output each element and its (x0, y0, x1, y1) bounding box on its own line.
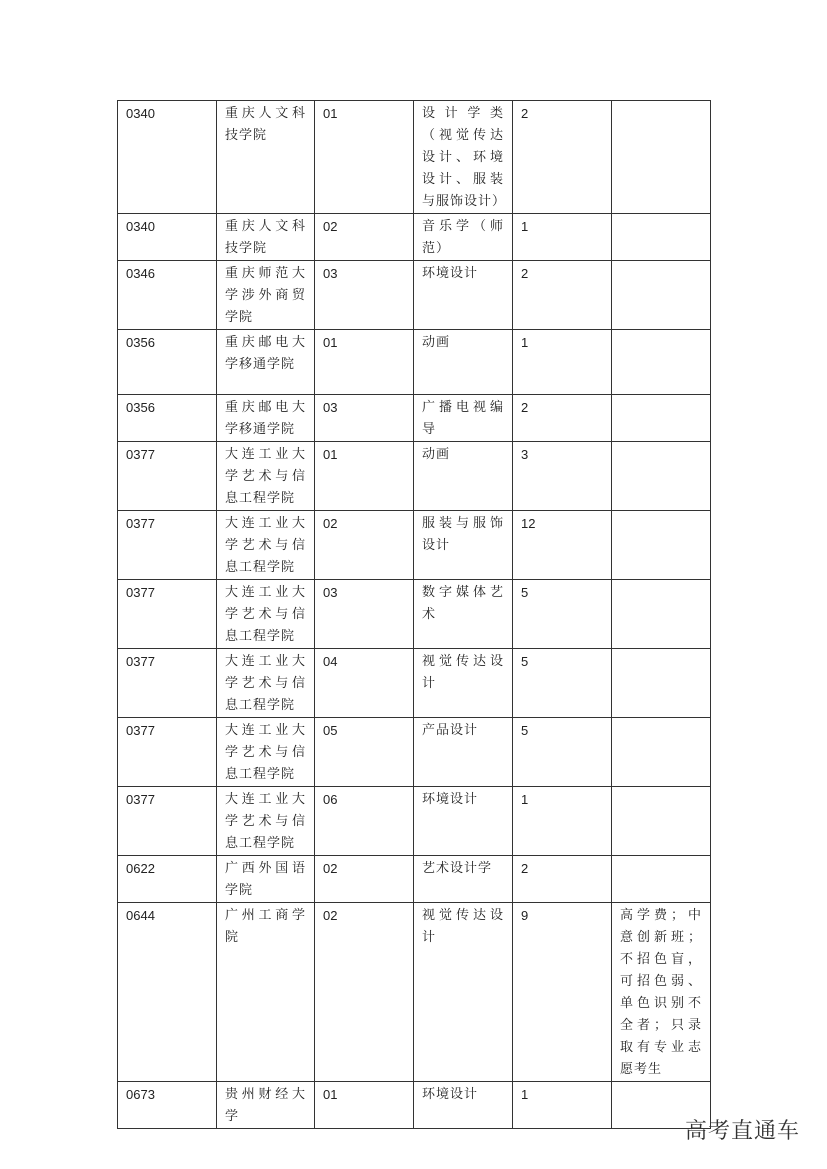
cell-note (612, 101, 711, 214)
cell-school-name: 大连工业大学艺术与信息工程学院 (217, 649, 315, 718)
cell-school-name: 大连工业大学艺术与信息工程学院 (217, 787, 315, 856)
cell-note (612, 442, 711, 511)
cell-school-name: 重庆邮电大学移通学院 (217, 330, 315, 395)
cell-school-code: 0340 (118, 214, 217, 261)
cell-school-code: 0377 (118, 718, 217, 787)
cell-major: 视觉传达设计 (414, 649, 513, 718)
cell-plan-count: 3 (513, 442, 612, 511)
cell-plan-count: 1 (513, 787, 612, 856)
cell-plan-count: 1 (513, 214, 612, 261)
cell-major: 服装与服饰设计 (414, 511, 513, 580)
cell-major: 数字媒体艺术 (414, 580, 513, 649)
cell-note (612, 787, 711, 856)
cell-major: 艺术设计学 (414, 856, 513, 903)
cell-major: 环境设计 (414, 1082, 513, 1129)
cell-note (612, 261, 711, 330)
cell-plan-count: 2 (513, 856, 612, 903)
watermark-text: 高考直通车 (684, 1119, 800, 1144)
admission-table-body (118, 101, 711, 1129)
cell-school-name: 重庆人文科技学院 (217, 101, 315, 214)
cell-school-name: 贵州财经大学 (217, 1082, 315, 1129)
table-row (118, 511, 711, 580)
cell-major: 环境设计 (414, 261, 513, 330)
cell-note (612, 856, 711, 903)
cell-note (612, 395, 711, 442)
table-row (118, 330, 711, 395)
table-row (118, 101, 711, 214)
cell-school-name: 大连工业大学艺术与信息工程学院 (217, 511, 315, 580)
cell-group-code: 05 (315, 718, 414, 787)
cell-plan-count: 2 (513, 395, 612, 442)
cell-note (612, 649, 711, 718)
cell-major: 设计学类（视觉传达设计、环境设计、服装与服饰设计） (414, 101, 513, 214)
cell-school-name: 大连工业大学艺术与信息工程学院 (217, 718, 315, 787)
cell-major: 动画 (414, 330, 513, 395)
cell-plan-count: 1 (513, 1082, 612, 1129)
admission-table (117, 100, 711, 1129)
cell-plan-count: 5 (513, 580, 612, 649)
cell-major: 广播电视编导 (414, 395, 513, 442)
cell-note (612, 214, 711, 261)
table-row (118, 1082, 711, 1129)
cell-plan-count: 5 (513, 718, 612, 787)
cell-major: 动画 (414, 442, 513, 511)
cell-school-code: 0356 (118, 330, 217, 395)
cell-group-code: 02 (315, 856, 414, 903)
cell-school-code: 0377 (118, 649, 217, 718)
cell-school-code: 0356 (118, 395, 217, 442)
cell-school-code: 0377 (118, 442, 217, 511)
cell-plan-count: 1 (513, 330, 612, 395)
cell-group-code: 04 (315, 649, 414, 718)
table-row (118, 787, 711, 856)
cell-school-code: 0377 (118, 580, 217, 649)
cell-group-code: 01 (315, 1082, 414, 1129)
cell-group-code: 03 (315, 261, 414, 330)
cell-school-code: 0622 (118, 856, 217, 903)
cell-school-code: 0644 (118, 903, 217, 1082)
table-row (118, 718, 711, 787)
cell-school-name: 重庆人文科技学院 (217, 214, 315, 261)
cell-note (612, 718, 711, 787)
table-row (118, 261, 711, 330)
cell-school-name: 大连工业大学艺术与信息工程学院 (217, 442, 315, 511)
cell-plan-count: 2 (513, 101, 612, 214)
cell-major: 环境设计 (414, 787, 513, 856)
cell-school-name: 重庆邮电大学移通学院 (217, 395, 315, 442)
cell-plan-count: 12 (513, 511, 612, 580)
cell-school-name: 广州工商学院 (217, 903, 315, 1082)
table-row (118, 442, 711, 511)
cell-group-code: 03 (315, 580, 414, 649)
cell-school-name: 重庆师范大学涉外商贸学院 (217, 261, 315, 330)
cell-group-code: 03 (315, 395, 414, 442)
table-row (118, 903, 711, 1082)
cell-plan-count: 9 (513, 903, 612, 1082)
cell-major: 音乐学（师范） (414, 214, 513, 261)
table-row (118, 395, 711, 442)
cell-school-code: 0346 (118, 261, 217, 330)
cell-school-code: 0377 (118, 787, 217, 856)
cell-note (612, 580, 711, 649)
cell-group-code: 01 (315, 442, 414, 511)
table-row (118, 580, 711, 649)
cell-note: 高学费；中意创新班；不招色盲，可招色弱、单色识别不全者；只录取有专业志愿考生 (612, 903, 711, 1082)
cell-note (612, 330, 711, 395)
cell-note (612, 511, 711, 580)
cell-plan-count: 5 (513, 649, 612, 718)
cell-major: 视觉传达设计 (414, 903, 513, 1082)
table-row (118, 856, 711, 903)
cell-major: 产品设计 (414, 718, 513, 787)
cell-school-code: 0377 (118, 511, 217, 580)
table-row (118, 649, 711, 718)
cell-group-code: 02 (315, 214, 414, 261)
cell-school-name: 广西外国语学院 (217, 856, 315, 903)
cell-plan-count: 2 (513, 261, 612, 330)
table-row (118, 214, 711, 261)
cell-school-name: 大连工业大学艺术与信息工程学院 (217, 580, 315, 649)
cell-group-code: 02 (315, 903, 414, 1082)
cell-school-code: 0673 (118, 1082, 217, 1129)
cell-group-code: 02 (315, 511, 414, 580)
cell-school-code: 0340 (118, 101, 217, 214)
cell-group-code: 01 (315, 101, 414, 214)
cell-group-code: 01 (315, 330, 414, 395)
cell-group-code: 06 (315, 787, 414, 856)
